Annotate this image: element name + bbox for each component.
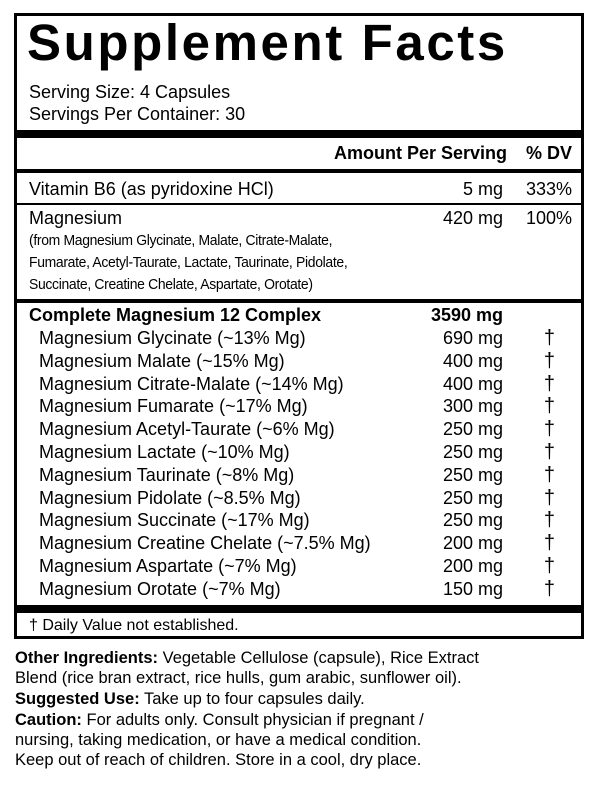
- complex-ingredient-dv: †: [543, 395, 555, 418]
- row-divider: [17, 203, 581, 205]
- magnesium-dv: 100%: [525, 208, 572, 228]
- complex-ingredient-amount: 690 mg: [442, 328, 503, 348]
- serving-size: Serving Size: 4 Capsules: [29, 82, 231, 102]
- complex-ingredient-name: Magnesium Pidolate (~8.5% Mg): [39, 487, 301, 508]
- amount-per-serving-header: Amount Per Serving: [333, 143, 507, 163]
- vitamin-b6-name: Vitamin B6 (as pyridoxine HCl): [29, 179, 274, 199]
- complex-ingredient-name: Magnesium Citrate-Malate (~14% Mg): [39, 373, 344, 394]
- complex-ingredient-dv: †: [543, 486, 555, 509]
- complex-ingredient-amount: 400 mg: [442, 350, 503, 371]
- complex-ingredient-dv: †: [543, 327, 555, 349]
- complex-ingredient-amount: 250 mg: [442, 442, 503, 462]
- complex-ingredient-dv: †: [543, 372, 555, 395]
- panel-title: Supplement Facts: [27, 14, 508, 71]
- magnesium-sources-line: (from Magnesium Glycinate, Malate, Citrate-Malate,: [29, 232, 333, 249]
- suggested-use-text: Take up to four capsules daily.: [139, 690, 365, 708]
- complex-ingredient-amount: 250 mg: [442, 510, 503, 531]
- complex-ingredient-dv: †: [543, 555, 555, 577]
- vitamin-b6-dv: 333%: [525, 179, 572, 199]
- complex-amount: 3590 mg: [430, 305, 503, 325]
- thick-divider: [17, 605, 581, 613]
- other-ingredients-line: Blend (rice bran extract, rice hulls, gum arabic, sunflower oil).: [15, 669, 462, 687]
- complex-ingredient-amount: 150 mg: [442, 578, 503, 599]
- complex-ingredient-name: Magnesium Lactate (~10% Mg): [39, 442, 290, 462]
- complex-ingredient-name: Magnesium Orotate (~7% Mg): [39, 578, 281, 599]
- vitamin-b6-amount: 5 mg: [462, 179, 503, 199]
- complex-ingredient-name: Magnesium Taurinate (~8% Mg): [39, 464, 295, 485]
- complex-ingredient-dv: †: [543, 463, 555, 486]
- complex-ingredient-name: Magnesium Fumarate (~17% Mg): [39, 396, 308, 417]
- other-ingredients-label: Other Ingredients:: [15, 649, 159, 667]
- magnesium-sources-line: Fumarate, Acetyl-Taurate, Lactate, Taurinate, Pidolate,: [29, 254, 348, 271]
- complex-ingredient-dv: †: [543, 441, 555, 463]
- complex-ingredient-name: Magnesium Glycinate (~13% Mg): [39, 328, 306, 348]
- complex-ingredient-name: Magnesium Aspartate (~7% Mg): [39, 556, 297, 576]
- caution-text: For adults only. Consult physician if pregnant /: [81, 711, 424, 729]
- complex-ingredient-name: Magnesium Acetyl-Taurate (~6% Mg): [39, 419, 335, 440]
- supplement-facts-panel: [14, 13, 584, 639]
- complex-ingredient-name: Magnesium Creatine Chelate (~7.5% Mg): [39, 533, 371, 554]
- complex-ingredient-amount: 400 mg: [442, 373, 503, 394]
- magnesium-name: Magnesium: [29, 208, 123, 228]
- header-divider: [17, 169, 581, 173]
- dv-header: % DV: [525, 143, 572, 163]
- thick-divider: [17, 130, 581, 138]
- complex-name: Complete Magnesium 12 Complex: [29, 305, 322, 325]
- complex-ingredient-name: Magnesium Succinate (~17% Mg): [39, 510, 310, 531]
- complex-divider: [17, 299, 581, 303]
- caution-label: Caution:: [15, 711, 82, 729]
- complex-ingredient-amount: 250 mg: [442, 419, 503, 440]
- complex-ingredient-dv: †: [543, 509, 555, 532]
- servings-per-container: Servings Per Container: 30: [29, 104, 246, 124]
- complex-ingredient-amount: 250 mg: [442, 464, 503, 485]
- daily-value-footnote: † Daily Value not established.: [29, 617, 239, 634]
- caution-line: nursing, taking medication, or have a medical condition.: [15, 731, 422, 749]
- caution-line: Keep out of reach of children. Store in a cool, dry place.: [15, 751, 422, 769]
- suggested-use-label: Suggested Use:: [15, 690, 140, 708]
- complex-ingredient-amount: 200 mg: [442, 556, 503, 576]
- complex-ingredient-name: Magnesium Malate (~15% Mg): [39, 350, 285, 371]
- complex-ingredient-dv: †: [543, 532, 555, 555]
- caution-line: [15, 710, 424, 730]
- other-ingredients-text: Vegetable Cellulose (capsule), Rice Extract: [158, 649, 480, 667]
- complex-ingredient-dv: †: [543, 577, 555, 600]
- complex-ingredient-dv: †: [543, 349, 555, 372]
- magnesium-sources-line: Succinate, Creatine Chelate, Aspartate, Orotate): [29, 276, 313, 293]
- suggested-use-line: [15, 689, 365, 709]
- complex-ingredient-amount: 200 mg: [442, 533, 503, 554]
- complex-ingredient-dv: †: [543, 418, 555, 441]
- complex-ingredient-amount: 300 mg: [442, 396, 503, 417]
- magnesium-amount: 420 mg: [442, 208, 503, 228]
- complex-ingredient-amount: 250 mg: [442, 487, 503, 508]
- other-ingredients-line: [15, 648, 479, 668]
